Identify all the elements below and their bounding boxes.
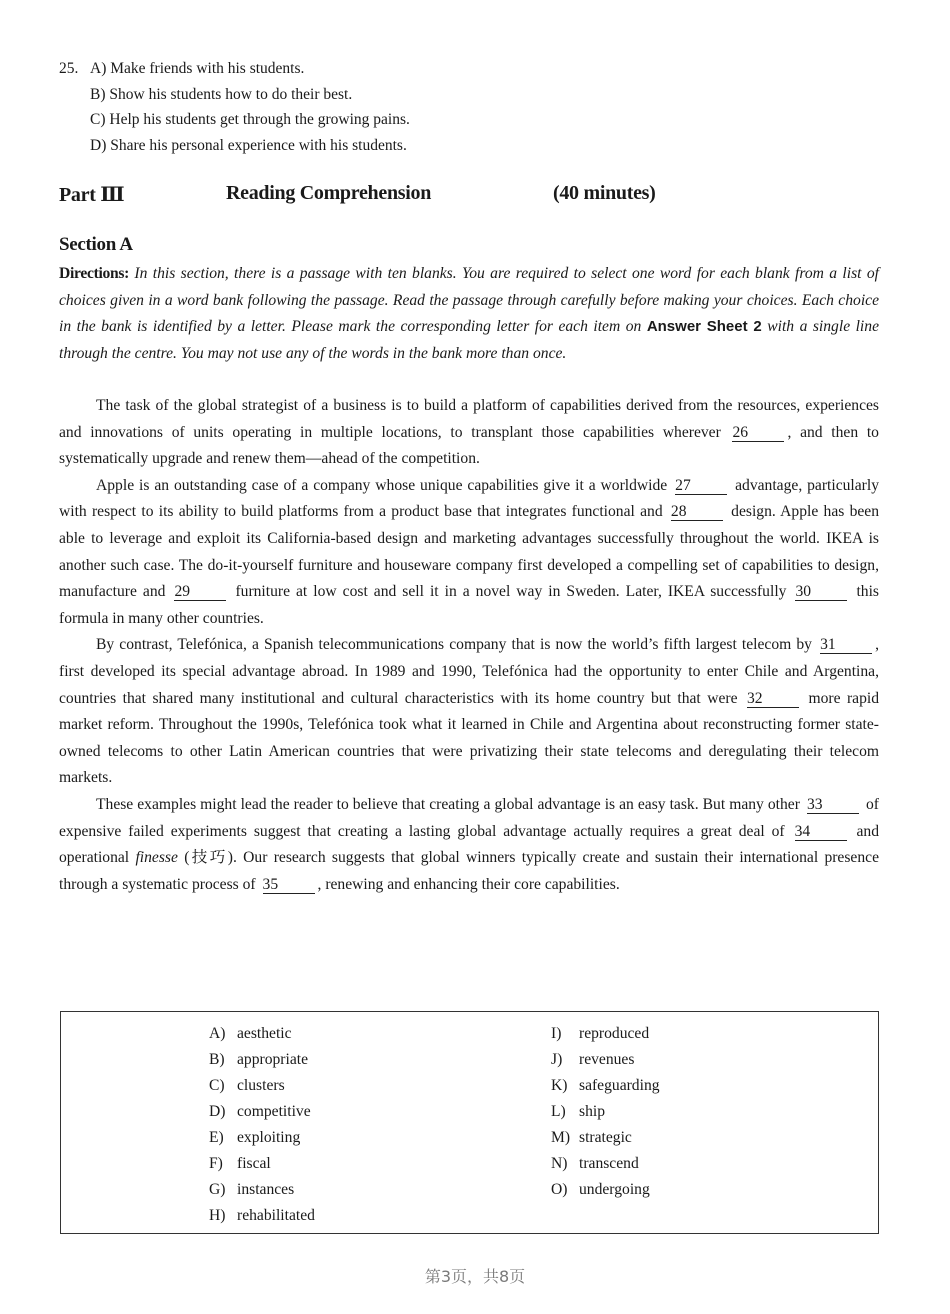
- word-option-c: [209, 1073, 315, 1099]
- word-option-e: [209, 1125, 315, 1151]
- question-number: 25.: [59, 60, 79, 77]
- word-option-b: [209, 1047, 315, 1073]
- option-text: Share his personal experience with his students.: [110, 136, 407, 154]
- chinese-gloss: (技巧): [184, 849, 233, 867]
- option-word: instances: [237, 1181, 295, 1198]
- blank-27: 27: [675, 477, 727, 495]
- text: , renewing and enhancing their core capabilities.: [317, 875, 620, 893]
- option-word: fiscal: [237, 1155, 271, 1172]
- option-word: undergoing: [579, 1181, 650, 1198]
- option-letter: J): [551, 1051, 563, 1068]
- word-option-h: [209, 1203, 315, 1229]
- word-option-k: [551, 1073, 660, 1099]
- directions-text-end: with a single line through the centre. You may not use any of the words in the bank more than once.: [59, 318, 879, 362]
- text: design. Apple has been able to leverage and exploit its California-based design and marketing advantages successfully throughout the world. IKEA is another such case. The do-it-yourself furniture and houseware company first developed a compelling set of capabilities to design, manufacture and: [59, 503, 880, 601]
- blank-35: 35: [263, 876, 315, 894]
- part-title: Reading Comprehension: [226, 182, 432, 204]
- option-letter: C): [209, 1077, 225, 1094]
- word-option-n: [551, 1151, 660, 1177]
- option-text: Help his students get through the growing pains.: [109, 111, 410, 128]
- option-letter: L): [551, 1103, 566, 1120]
- option-word: aesthetic: [237, 1025, 292, 1042]
- question-25: [59, 56, 410, 158]
- option-word: strategic: [579, 1129, 632, 1146]
- part-header: [59, 182, 889, 212]
- text: , first developed its special advantage abroad. In 1989 and 1990, Telefónica had the opportunity to enter Chile and Argentina, countries that shared many institutional and cultural characteristics with its home country but that were: [59, 636, 879, 707]
- option-letter: G): [209, 1181, 226, 1198]
- part-time: (40 minutes): [553, 182, 656, 204]
- option-letter: B): [90, 85, 106, 103]
- option-word: safeguarding: [579, 1077, 660, 1094]
- option-letter: B): [209, 1051, 225, 1068]
- section-title: Section A: [59, 234, 133, 255]
- text: advantage, particularly with respect to its ability to build platforms from a product base that integrates functional and: [59, 476, 880, 521]
- text: These examples might lead the reader to believe that creating a global advantage is an easy task. But many other: [96, 795, 800, 813]
- word-bank: [60, 1011, 879, 1234]
- text: more rapid market reform. Throughout the 1990s, Telefónica took what it learned in Chile and Argentina about reconstructing former state-owned telecoms to other Latin American countries that were privatizing their state telecoms and deregulating their telecom markets.: [59, 689, 879, 787]
- option-letter: A): [209, 1025, 226, 1042]
- option-d: [59, 133, 410, 159]
- option-word: revenues: [579, 1051, 635, 1068]
- blank-34: 34: [795, 823, 847, 841]
- option-word: appropriate: [237, 1051, 309, 1068]
- text: and operational: [59, 822, 880, 867]
- option-letter: M): [551, 1129, 571, 1146]
- directions-text: In this section, there is a passage with ten blanks. You are required to select one word for each blank from a list of choices given in a word bank following the passage. Read the passage through carefully before making your choices. Each choice in the bank is identified by a letter. Please mark the corresponding letter for each item on: [59, 265, 879, 336]
- option-letter: I): [551, 1025, 562, 1042]
- word-option-f: [209, 1151, 315, 1177]
- paragraph-3: [59, 632, 879, 792]
- word-option-o: [551, 1177, 660, 1203]
- option-b: [59, 82, 410, 108]
- paragraph-2: [59, 473, 879, 633]
- paragraph-4: [59, 792, 879, 898]
- reading-passage: [59, 393, 879, 898]
- directions-label: Directions:: [59, 265, 130, 282]
- word-option-g: [209, 1177, 315, 1203]
- text: . Our research suggests that global winners typically create and sustain their international presence through a systematic process of: [59, 849, 879, 893]
- text: of expensive failed experiments suggest that creating a lasting global advantage actually requires a great deal of: [59, 795, 879, 840]
- option-word: ship: [579, 1103, 605, 1120]
- option-letter: N): [551, 1155, 568, 1172]
- option-letter: C): [90, 111, 106, 128]
- option-letter: F): [209, 1155, 223, 1172]
- text: , and then to systematically upgrade and renew them—ahead of the competition.: [59, 423, 879, 468]
- part-label: Part Ⅲ: [59, 184, 125, 206]
- text: By contrast, Telefónica, a Spanish telecommunications company that is now the world’s fifth largest telecom by: [96, 636, 812, 654]
- text: The task of the global strategist of a business is to build a platform of capabilities derived from the resources, experiences and innovations of units operating in multiple locations, to transplant those capabilities wherever: [59, 397, 879, 441]
- option-word: reproduced: [579, 1025, 650, 1042]
- option-text: Make friends with his students.: [110, 60, 305, 77]
- option-letter: H): [209, 1207, 226, 1224]
- option-letter: E): [209, 1129, 224, 1146]
- option-c: [59, 107, 410, 133]
- option-word: transcend: [579, 1155, 639, 1172]
- option-letter: D): [90, 136, 107, 154]
- blank-33: 33: [807, 796, 859, 814]
- text: Apple is an outstanding case of a company whose unique capabilities give it a worldwide: [96, 476, 668, 494]
- word-bank-left-column: [209, 1021, 315, 1229]
- word-option-j: [551, 1047, 660, 1073]
- word-option-d: [209, 1099, 315, 1125]
- option-word: clusters: [237, 1077, 285, 1094]
- text: this formula in many other countries.: [59, 583, 879, 627]
- blank-28: 28: [671, 503, 723, 521]
- word-option-i: [551, 1021, 660, 1047]
- italic-word: finesse: [135, 849, 178, 867]
- blank-31: 31: [820, 636, 872, 654]
- option-word: rehabilitated: [237, 1207, 315, 1224]
- option-letter: K): [551, 1077, 568, 1094]
- paragraph-1: [59, 393, 879, 473]
- blank-32: 32: [747, 690, 799, 708]
- word-bank-right-column: [551, 1021, 660, 1203]
- page-indicator: 第3页，共8页: [424, 1267, 526, 1286]
- option-a: [59, 56, 410, 82]
- blank-29: 29: [174, 583, 226, 601]
- option-text: Show his students how to do their best.: [109, 85, 353, 103]
- option-word: exploiting: [237, 1129, 301, 1146]
- word-option-a: [209, 1021, 315, 1047]
- blank-30: 30: [795, 583, 847, 601]
- option-letter: D): [209, 1103, 226, 1120]
- directions: [59, 261, 879, 367]
- option-letter: O): [551, 1181, 568, 1198]
- option-letter: A): [90, 60, 107, 77]
- text: furniture at low cost and sell it in a novel way in Sweden. Later, IKEA successfully: [235, 583, 787, 601]
- word-option-l: [551, 1099, 660, 1125]
- answer-sheet-reference: Answer Sheet 2: [646, 318, 762, 336]
- option-word: competitive: [237, 1103, 311, 1120]
- word-option-m: [551, 1125, 660, 1151]
- blank-26: 26: [732, 424, 784, 442]
